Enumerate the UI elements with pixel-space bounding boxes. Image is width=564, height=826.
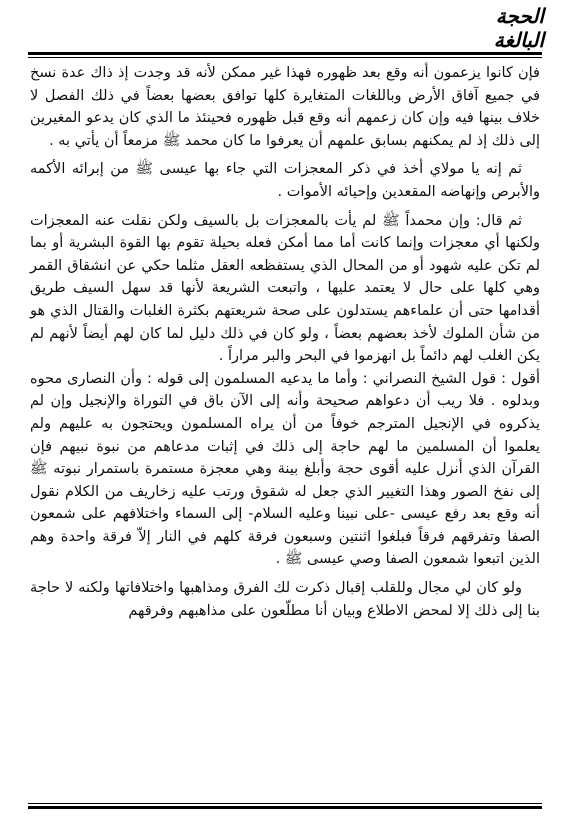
paragraph-2: ثم إنه يا مولاي أخذ في ذكر المعجزات التي جاء بها عيسى ﷺ من إبرائه الأكمه والأبرص وإنهاضه المقعدين وإحيائه الأموات . [30,161,540,200]
header-rule-thick [28,52,542,55]
footer-rule-thin [28,803,542,804]
body-text [30,62,540,622]
running-head [444,4,544,52]
paragraph-1: فإن كانوا يزعمون أنه وقع بعد ظهوره فهذا غير ممكن لأنه قد وجدت إذ ذاك عدة نسخ في جميع آفاق الأرض وباللغات المتغايرة كلها توافق بعضها بعضاً في ذلك الفصل لا خلاف بينها فيه وإن كان زعمهم أنه وقع قبل ظهوره فحينئذ ما الذي كان يدعو المغيرين إلى ذلك إذ لم يمكنهم بسابق علمهم أن يعرفوا ما كان محمد ﷺ مزمعاً أن يأتي به . [30,65,540,149]
footer-rule-thick [28,806,542,809]
paragraph-3: ثم قال: وإن محمداً ﷺ لم يأت بالمعجزات بل بالسيف ولكن نقلت عنه المعجزات ولكنها أي معجزات وإنما كانت أما مما أمكن فعله بحيلة تقوم بها القوة البشرية أو بما لم تكن عليه شهود أو من المحال الذي يستفظعه العقل مثلما حكي عن انشقاق القمر وهي كلها على حال لا يعتمد عليها ، واتبعت الشريعة لأنها قد سهل السيف طريق أقدامها حتى أن علماءهم يستدلون على صحة شريعتهم بكثرة الغلبات والقتال الذي هو من شأن الملوك لأخذ بعضهم بعضاً ، ولو كان في ذلك دليل لما كان لهم أيضاً لأنهم لم يكن الغلب لهم دائماً بل انهزموا في البحر والبر مراراً . [30,212,540,365]
paragraph-5: ولو كان لي مجال وللقلب إقبال ذكرت لك الفرق ومذاهبها واختلافاتها ولكنه لا حاجة بنا إلى ذلك إلا لمحض الاطلاع وبيان أنا مطلّعون على مذاهبهم وفرقهم [30,580,540,619]
header-rule-thin [28,57,542,58]
running-head-title: الحجة البالغة [493,4,544,52]
paragraph-4: أقول : قول الشيخ النصراني : وأما ما يدعيه المسلمون إلى قوله : وأن النصارى محوه وبدلوه . فلا ريب أن دعواهم صحيحة وأنه إلى الآن باق في التوراة والإنجيل وإن لم يذكروه في الإنجيل المترجم خوفاً من أن يراه المسلمون ويحتجون به عليهم ولم يعلموا أن المسلمين ما لهم حاجة إلى ذلك في إثبات مدعاهم من نبوة نبيهم فإن القرآن الذي أنزل عليه أقوى حجة وأبلغ بينة وهي معجزة مستمرة باستمرار نبوته ﷺ إلى نفخ الصور وهذا التغيير الذي جعل له شقوق ورتب عليه زخاريف من الكلام نقول أنه وقع بعد رفع عيسى -على نبينا وعليه السلام- إلى السماء واختلافهم على شمعون الصفا وتفرقهم فرقاً فبلغوا اثنتين وسبعون فرقة كلهم في النار إلاّ فرقة واحدة وهم الذين اتبعوا شمعون الصفا وصي عيسى ﷺ . [30,370,540,568]
